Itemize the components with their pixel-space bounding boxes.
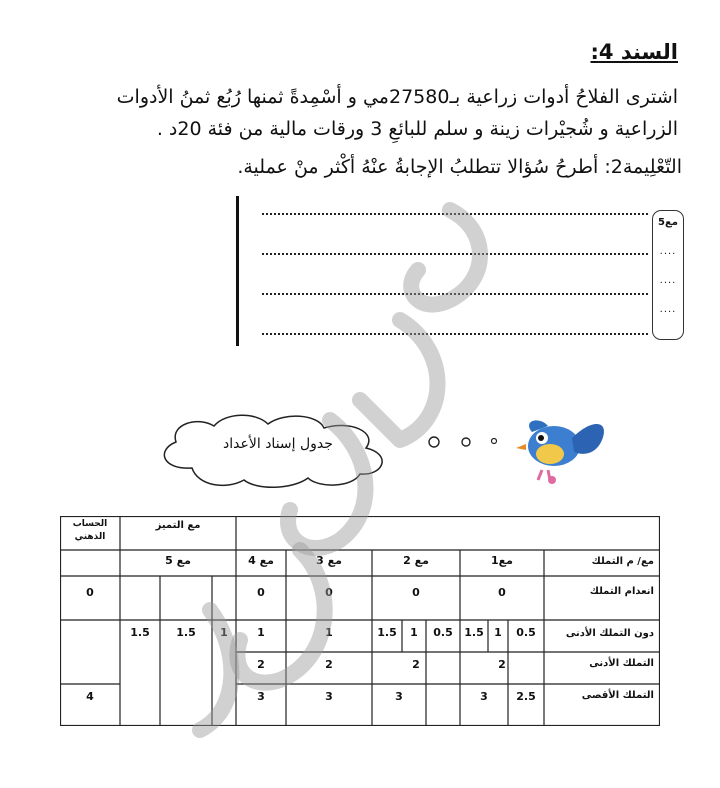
criterion-box bbox=[652, 210, 684, 340]
answer-line[interactable] bbox=[262, 292, 648, 295]
criterion-3-header: مع 3 bbox=[316, 554, 342, 567]
table-cell: 2 bbox=[325, 658, 333, 671]
problem-text-line-2: الزراعية و شُجيْرات زينة و سلم للبائعِ 3 ورقات مالية من فئة 20د . bbox=[156, 118, 678, 140]
table-cell: 1 bbox=[494, 626, 502, 639]
table-cell: 2 bbox=[257, 658, 265, 671]
criterion-5-header: مع 5 bbox=[165, 554, 191, 567]
table-cell: 3 bbox=[480, 690, 488, 703]
answer-line[interactable] bbox=[262, 332, 648, 335]
criterion-2-header: مع 2 bbox=[403, 554, 429, 567]
excellence-header: مع التميز bbox=[155, 520, 201, 531]
table-cell: 1.5 bbox=[130, 626, 150, 639]
table-cell: 1 bbox=[410, 626, 418, 639]
table-cell: 3 bbox=[395, 690, 403, 703]
table-cell: 3 bbox=[325, 690, 333, 703]
document-title: السند 4: bbox=[590, 40, 678, 64]
criterion-label: مع5 bbox=[658, 217, 678, 228]
table-cell: 2.5 bbox=[516, 690, 536, 703]
row-label: التملك الأدنى bbox=[589, 658, 654, 669]
problem-text-line-1: اشترى الفلاحُ أدوات زراعية بـ27580مي و أسْمِدةً ثمنها رُبُع ثمنُ الأدوات bbox=[116, 86, 678, 108]
table-cell: 0 bbox=[325, 586, 333, 599]
criteria-header: مع/ م التملك bbox=[591, 556, 654, 567]
table-cell: 2 bbox=[412, 658, 420, 671]
table-cell: 2 bbox=[498, 658, 506, 671]
mental-calc-header: الحساب الذهني bbox=[72, 519, 108, 542]
criterion-dots: .... bbox=[659, 246, 677, 257]
table-cell: 0.5 bbox=[516, 626, 536, 639]
answer-divider bbox=[236, 196, 239, 346]
thought-bubbles bbox=[420, 432, 510, 452]
criterion-dots: .... bbox=[659, 275, 677, 286]
row-label: دون التملك الأدنى bbox=[565, 628, 654, 639]
table-cell: 0 bbox=[86, 586, 94, 599]
bird-illustration bbox=[512, 410, 612, 488]
table-cell: 0.5 bbox=[433, 626, 453, 639]
answer-line[interactable] bbox=[262, 252, 648, 255]
cloud-text: جدول إسناد الأعداد bbox=[223, 436, 333, 452]
criterion-dots: .... bbox=[659, 304, 677, 315]
table-cell: 0 bbox=[412, 586, 420, 599]
answer-line[interactable] bbox=[262, 212, 648, 215]
table-cell: 4 bbox=[86, 690, 94, 703]
table-cell: 1.5 bbox=[464, 626, 484, 639]
row-label: انعدام التملك bbox=[589, 586, 654, 597]
instruction-text: التّعْلِيمة2: أطرحُ سُؤالا تتطلبُ الإجابةُ عنْهُ أكْثر منْ عملية. bbox=[237, 156, 682, 178]
table-cell: 0 bbox=[498, 586, 506, 599]
table-cell: 1 bbox=[325, 626, 333, 639]
table-cell: 1.5 bbox=[377, 626, 397, 639]
criterion-4-header: مع 4 bbox=[248, 554, 274, 567]
row-label: التملك الأقصى bbox=[581, 690, 654, 701]
table-cell: 0 bbox=[257, 586, 265, 599]
table-cell: 3 bbox=[257, 690, 265, 703]
criterion-1-header: مع1 bbox=[491, 554, 513, 567]
table-cell: 1.5 bbox=[176, 626, 196, 639]
answer-area bbox=[236, 196, 684, 346]
table-cell: 1 bbox=[257, 626, 265, 639]
table-cell: 1 bbox=[220, 626, 228, 639]
